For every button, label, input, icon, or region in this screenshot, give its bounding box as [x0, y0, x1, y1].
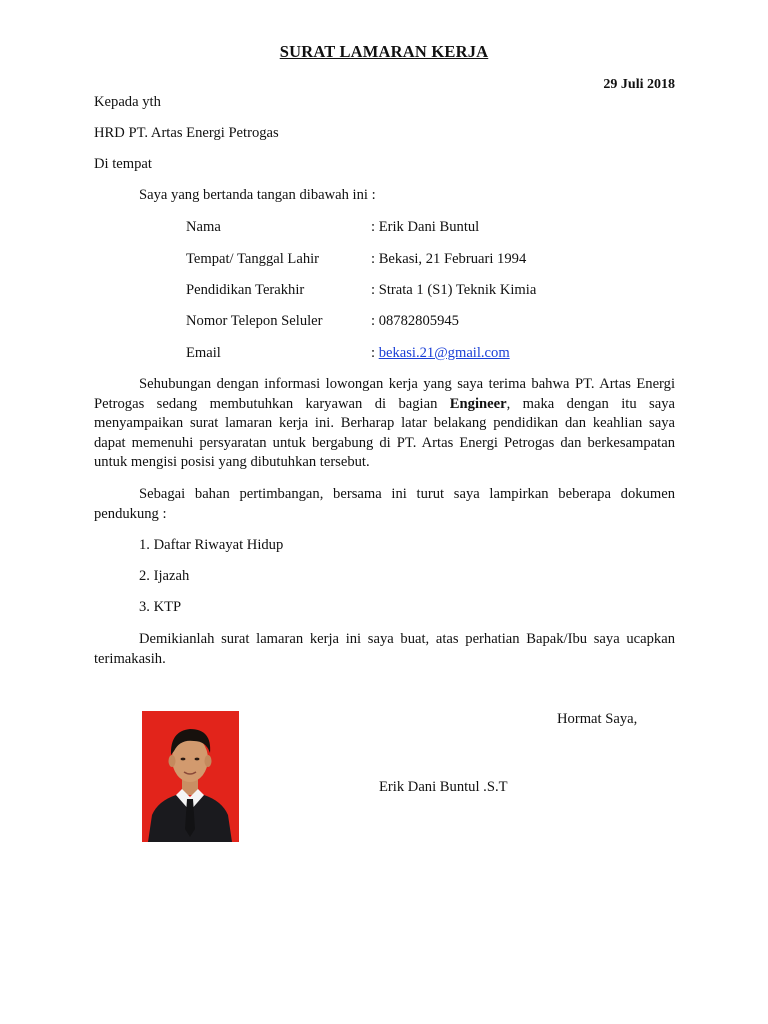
attachment-item-cv: 1. Daftar Riwayat Hidup [139, 537, 284, 553]
detail-value-email [371, 345, 510, 362]
attachment-item-ktp: 3. KTP [139, 599, 182, 615]
detail-label-education: Pendidikan Terakhir [186, 282, 305, 298]
position-engineer: Engineer [449, 395, 507, 412]
closing-salutation: Hormat Saya, [557, 711, 638, 727]
intro-statement: Saya yang bertanda tangan dibawah ini : [139, 187, 376, 203]
detail-value-education: : Strata 1 (S1) Teknik Kimia [371, 282, 537, 298]
email-prefix: : [371, 345, 379, 361]
detail-label-name: Nama [186, 219, 221, 235]
paragraph-attachments [94, 485, 675, 524]
recipient-location: Di tempat [94, 156, 152, 172]
detail-value-birth: : Bekasi, 21 Februari 1994 [371, 251, 527, 267]
paragraph-intro-start: Sehubungan dengan informasi lowongan kerja yang saya terima bahwa PT. Artas Energi Petrogas sedang membutuhkan karyawan di bagian [94, 376, 675, 412]
attachment-item-ijazah: 2. Ijazah [139, 568, 190, 584]
paragraph-closing-text: Demikianlah surat lamaran kerja ini saya buat, atas perhatian Bapak/Ibu saya ucapkan terimakasih. [94, 631, 675, 667]
letter-date: 29 Juli 2018 [603, 77, 675, 92]
applicant-portrait [142, 711, 239, 842]
letter-title: SURAT LAMARAN KERJA [279, 42, 489, 61]
paragraph-intro [94, 375, 675, 473]
detail-label-phone: Nomor Telepon Seluler [186, 313, 323, 329]
paragraph-closing [94, 630, 675, 669]
recipient-greeting: Kepada yth [94, 94, 161, 110]
detail-label-birth: Tempat/ Tanggal Lahir [186, 251, 320, 267]
detail-value-name: : Erik Dani Buntul [371, 219, 480, 235]
paragraph-intro-end: , maka dengan itu saya menyampaikan surat lamaran kerja ini. Berharap latar belakang pendidikan dan keahlian saya dapat memenuhi persyaratan untuk bergabung di PT. Artas Energi Petrogas dan berkesampatan untuk mengisi posisi yang dibutuhkan tersebut. [94, 395, 675, 470]
paragraph-attachments-text: Sebagai bahan pertimbangan, bersama ini turut saya lampirkan beberapa dokumen pendukung : [94, 486, 675, 522]
recipient-company: HRD PT. Artas Energi Petrogas [94, 125, 279, 141]
email-link[interactable]: bekasi.21@gmail.com [378, 345, 510, 361]
signer-name: Erik Dani Buntul .S.T [379, 779, 508, 795]
detail-value-phone: : 08782805945 [371, 313, 459, 329]
applicant-photo [142, 711, 239, 842]
detail-label-email: Email [186, 345, 221, 361]
